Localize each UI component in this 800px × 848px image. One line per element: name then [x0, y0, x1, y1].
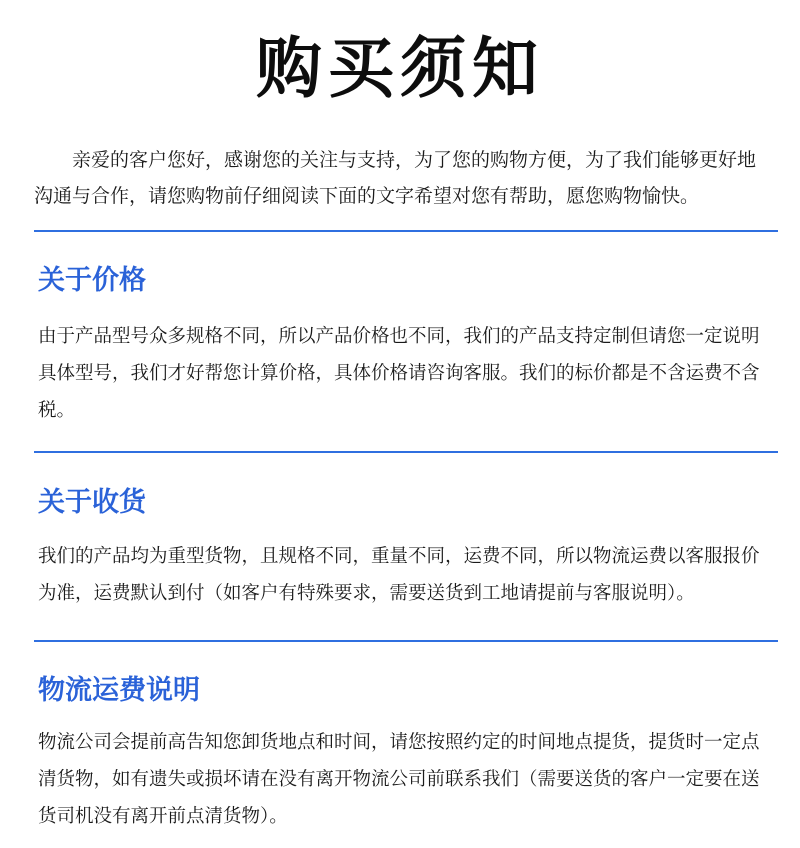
page-title: 购买须知 — [256, 30, 544, 107]
section-divider — [34, 451, 778, 453]
section-text-delivery: 我们的产品均为重型货物，且规格不同，重量不同，运费不同，所以物流运费以客服报价为准，运费默认到付（如客户有特殊要求，需要送货到工地请提前与客服说明）。 — [38, 546, 760, 604]
section-text-logistics: 物流公司会提前高告知您卸货地点和时间，请您按照约定的时间地点提货，提货时一定点清货物，如有遗失或损坏请在没有离开物流公司前联系我们（需要送货的客户一定要在送货司机没有离开前点清货物）。 — [38, 732, 760, 827]
section-heading-delivery: 关于收货 — [38, 487, 146, 518]
intro-paragraph: 亲爱的客户您好，感谢您的关注与支持，为了您的购物方便，为了我们能够更好地沟通与合作，请您购物前仔细阅读下面的文字希望对您有帮助，愿您购物愉快。 — [34, 149, 757, 207]
section-heading-price: 关于价格 — [38, 265, 146, 296]
section-heading-logistics: 物流运费说明 — [38, 675, 200, 706]
section-text-price: 由于产品型号众多规格不同，所以产品价格也不同，我们的产品支持定制但请您一定说明具体型号，我们才好帮您计算价格，具体价格请咨询客服。我们的标价都是不含运费不含税。 — [38, 326, 760, 421]
section-divider — [34, 640, 778, 642]
section-divider — [34, 230, 778, 232]
